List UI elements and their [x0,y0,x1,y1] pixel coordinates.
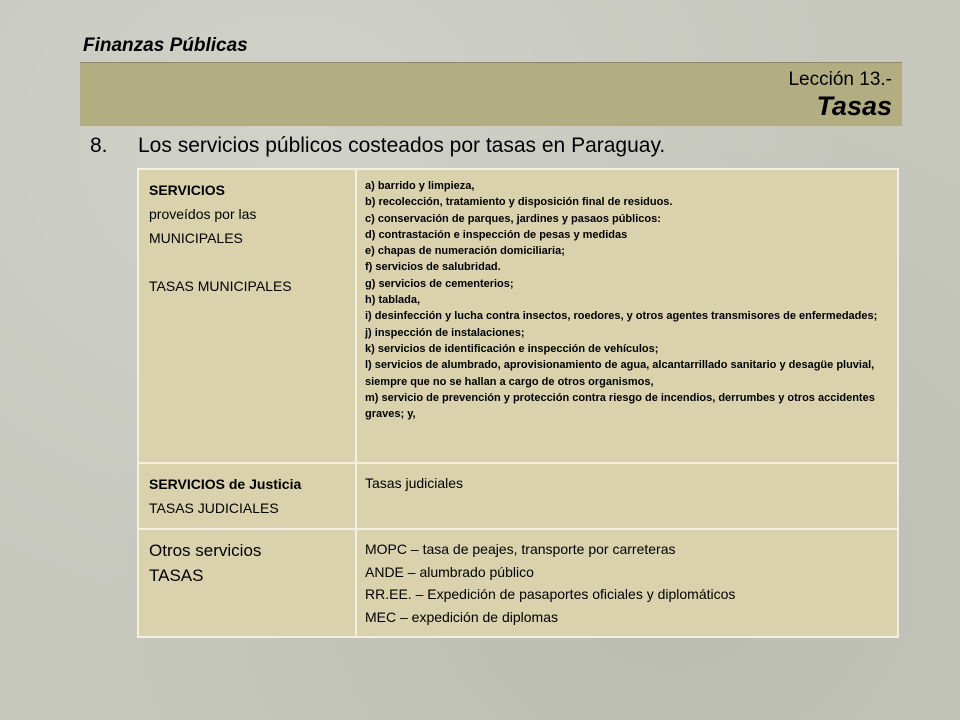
list-item: ANDE – alumbrado público [365,563,534,580]
justicia-subtitle: TASAS JUDICIALES [149,500,279,516]
justicia-category-cell [138,463,356,529]
list-item: c) conservación de parques, jardines y pasaos públicos: [365,212,661,225]
municipal-spacer [149,250,347,274]
municipal-services-list [365,178,889,422]
services-table [137,168,899,638]
otros-title: Otros servicios [149,541,262,560]
list-item: d) contrastación e inspección de pesas y medidas [365,228,628,241]
list-item: e) chapas de numeración domiciliaria; [365,245,565,258]
section-heading [90,134,665,158]
municipal-title-line2: proveídos por las [149,206,257,222]
section-number: 8. [90,134,108,157]
list-item: i) desinfección y lucha contra insectos, roedores, y otros agentes transmisores de enfermedades; [365,310,878,323]
municipal-subtitle: TASAS MUNICIPALES [149,278,292,294]
justicia-title: SERVICIOS de Justicia [149,476,302,492]
municipal-category-cell [138,169,356,463]
otros-category-cell [138,529,356,637]
list-item: l) servicios de alumbrado, aprovisionamiento de agua, alcantarrillado sanitario y desagüe pluvial, siempre que no se hallan a cargo de otros organismos, [365,359,875,388]
table-row-otros [138,529,898,637]
otros-services-cell [356,529,898,637]
table-row-municipal [138,169,898,463]
lesson-number: Lección 13.- [788,69,892,90]
table-row-justicia [138,463,898,529]
otros-subtitle: TASAS [149,566,204,585]
list-item: h) tablada, [365,294,421,307]
municipal-title-line1: SERVICIOS [149,182,225,198]
course-title: Finanzas Públicas [83,35,248,56]
lesson-topic: Tasas [816,91,892,121]
list-item: f) servicios de salubridad. [365,261,501,274]
list-item: m) servicio de prevención y protección contra riesgo de incendios, derrumbes y otros accidentes graves; y, [365,391,875,421]
justicia-description-cell [356,463,898,529]
list-item: MEC – expedición de diplomas [365,608,558,625]
list-item: k) servicios de identificación e inspección de vehículos; [365,342,659,355]
list-item: MOPC – tasa de peajes, transporte por carreteras [365,541,676,557]
justicia-description: Tasas judiciales [365,475,464,491]
lesson-banner [80,62,902,126]
municipal-title-line3: MUNICIPALES [149,230,243,246]
municipal-services-cell [356,169,898,463]
section-heading-text: Los servicios públicos costeados por tasas en Paraguay. [138,134,666,157]
list-item: RR.EE. – Expedición de pasaportes oficiales y diplomáticos [365,586,736,602]
list-item: b) recolección, tratamiento y disposición final de residuos. [365,196,673,209]
list-item: a) barrido y limpieza, [365,180,475,192]
list-item: g) servicios de cementerios; [365,277,514,290]
list-item: j) inspección de instalaciones; [365,326,525,339]
otros-services-list [365,538,889,628]
